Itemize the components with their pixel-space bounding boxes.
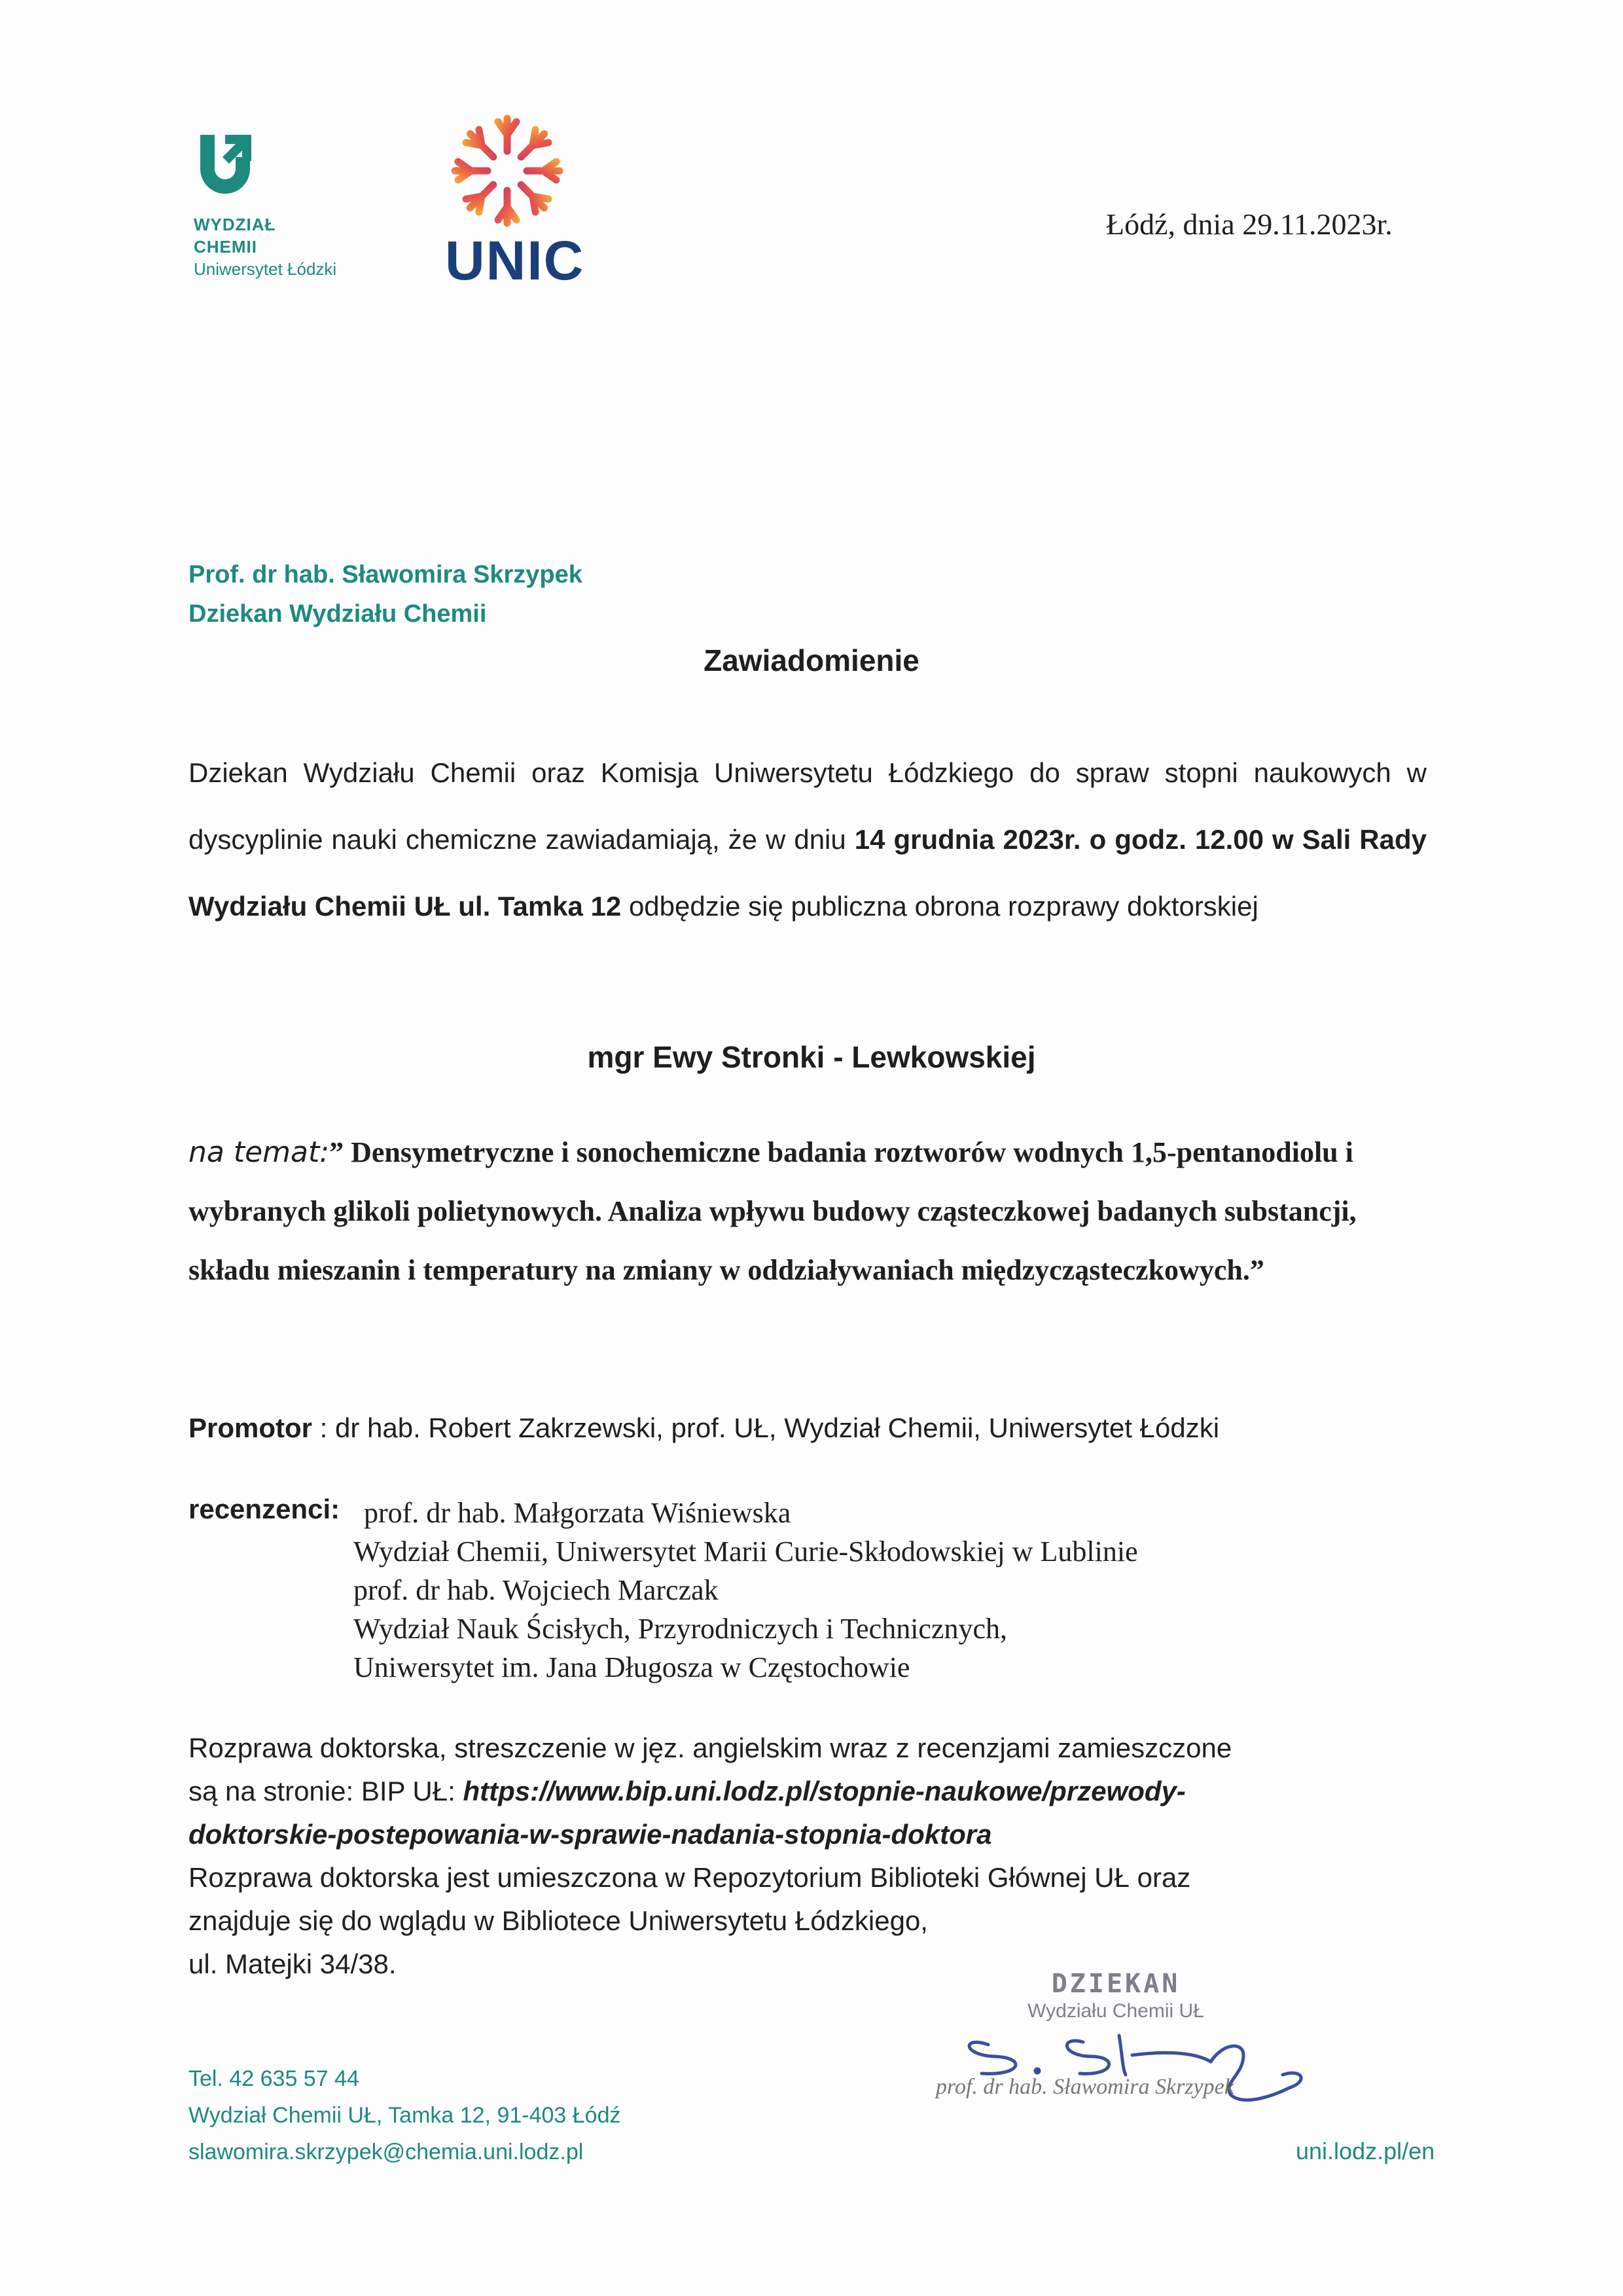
reviewers — [188, 1494, 1432, 1683]
footer-address: Wydział Chemii UŁ, Tamka 12, 91-403 Łódź — [188, 2103, 621, 2128]
availability-line-5: znajduje się do wglądu w Bibliotece Uniwersytetu Łódzkiego, — [188, 1905, 928, 1936]
reviewer-2-affiliation-1: Wydział Nauk Ścisłych, Przyrodniczych i Technicznych, — [353, 1613, 1008, 1645]
footer-contact — [188, 2060, 621, 2170]
defense-date: 14 grudnia 2023r. — [854, 824, 1081, 855]
defense-place: o godz. 12.00 w Sali Rady Wydziału Chemii UŁ ul. Tamka 12 — [188, 824, 1427, 922]
uł-arrow-logo-icon — [194, 128, 259, 200]
stamp-subtitle: Wydziału Chemii UŁ — [1027, 2000, 1204, 2022]
intro-text-3: odbędzie się publiczna obrona rozprawy doktorskiej — [621, 891, 1258, 922]
availability-line-1: Rozprawa doktorska, streszczenie w jęz. angielskim wraz z recenzjami zamieszczone — [188, 1732, 1232, 1763]
promotor-text: : dr hab. Robert Zakrzewski, prof. UŁ, Wydział Chemii, Uniwersytet Łódzki — [312, 1412, 1220, 1443]
availability-line-6: ul. Matejki 34/38. — [188, 1948, 397, 1979]
stamp-title: DZIEKAN — [1051, 1969, 1181, 1999]
faculty-line-3: Uniwersytet Łódzki — [194, 259, 337, 279]
availability-line-2: są na stronie: BIP UŁ: https://www.bip.uni.lodz.pl/stopnie-naukowe/przewody- — [188, 1776, 1186, 1806]
bip-link-continued[interactable]: doktorskie-postepowania-w-sprawie-nadania-stopnia-doktora — [188, 1819, 992, 1850]
signed-name: prof. dr hab. Sławomira Skrzypek — [936, 2075, 1234, 2099]
reviewer-2-affiliation-2: Uniwersytet im. Jana Długosza w Częstochowie — [353, 1651, 910, 1683]
topic-label: na temat: — [188, 1136, 330, 1169]
page-title: Zawiadomienie — [704, 643, 919, 677]
bip-link[interactable]: https://www.bip.uni.lodz.pl/stopnie-naukowe/przewody- — [463, 1776, 1186, 1806]
promotor-label: Promotor — [188, 1412, 312, 1443]
reviewer-2-name: prof. dr hab. Wojciech Marczak — [353, 1574, 719, 1606]
dean-stamp — [1008, 1969, 1224, 2022]
availability-info — [188, 1727, 1445, 1986]
reviewers-label: recenzenci: — [188, 1494, 340, 1524]
addressee — [188, 555, 582, 634]
intro-paragraph — [188, 740, 1427, 940]
intro-text-1: Dziekan Wydziału Chemii oraz Komisja Uniwersytetu Łódzkiego do spraw stopni naukowych w dyscyplinie nauki chemiczne zawiadamiają, że w dniu — [188, 757, 1427, 855]
unic-logo-text: UNIC — [445, 230, 585, 291]
unic-sunburst-icon — [445, 109, 569, 233]
reviewer-1-affiliation: Wydział Chemii, Uniwersytet Marii Curie-Skłodowskiej w Lublinie — [353, 1535, 1138, 1568]
document-date: Łódź, dnia 29.11.2023r. — [1106, 207, 1393, 241]
promotor — [188, 1412, 1219, 1444]
faculty-line-1: WYDZIAŁ — [194, 215, 276, 234]
addressee-role: Dziekan Wydziału Chemii — [188, 600, 487, 628]
footer-phone: Tel. 42 635 57 44 — [188, 2066, 359, 2091]
topic-title: ” Densymetryczne i sonochemiczne badania roztworów wodnych 1,5-pentanodiolu i wybranych glikoli polietynowych. Analiza wpływu budowy cząsteczkowej badanych substancji, składu mieszanin i temperatury na zmiany w oddziaływaniach międzycząsteczkowych.” — [188, 1136, 1357, 1286]
faculty-name — [194, 213, 336, 280]
footer-website-link[interactable]: uni.lodz.pl/en — [1296, 2138, 1435, 2164]
candidate-name: mgr Ewy Stronki - Lewkowskiej — [587, 1040, 1036, 1074]
footer-email[interactable]: slawomira.skrzypek@chemia.uni.lodz.pl — [188, 2140, 584, 2164]
addressee-name: Prof. dr hab. Sławomira Skrzypek — [188, 561, 582, 588]
intro-text-2 — [1081, 824, 1090, 855]
faculty-line-2: CHEMII — [194, 237, 257, 257]
reviewer-1-name: prof. dr hab. Małgorzata Wiśniewska — [364, 1497, 791, 1529]
thesis-topic — [188, 1123, 1419, 1300]
availability-line-4: Rozprawa doktorska jest umieszczona w Repozytorium Biblioteki Głównej UŁ oraz — [188, 1862, 1191, 1893]
